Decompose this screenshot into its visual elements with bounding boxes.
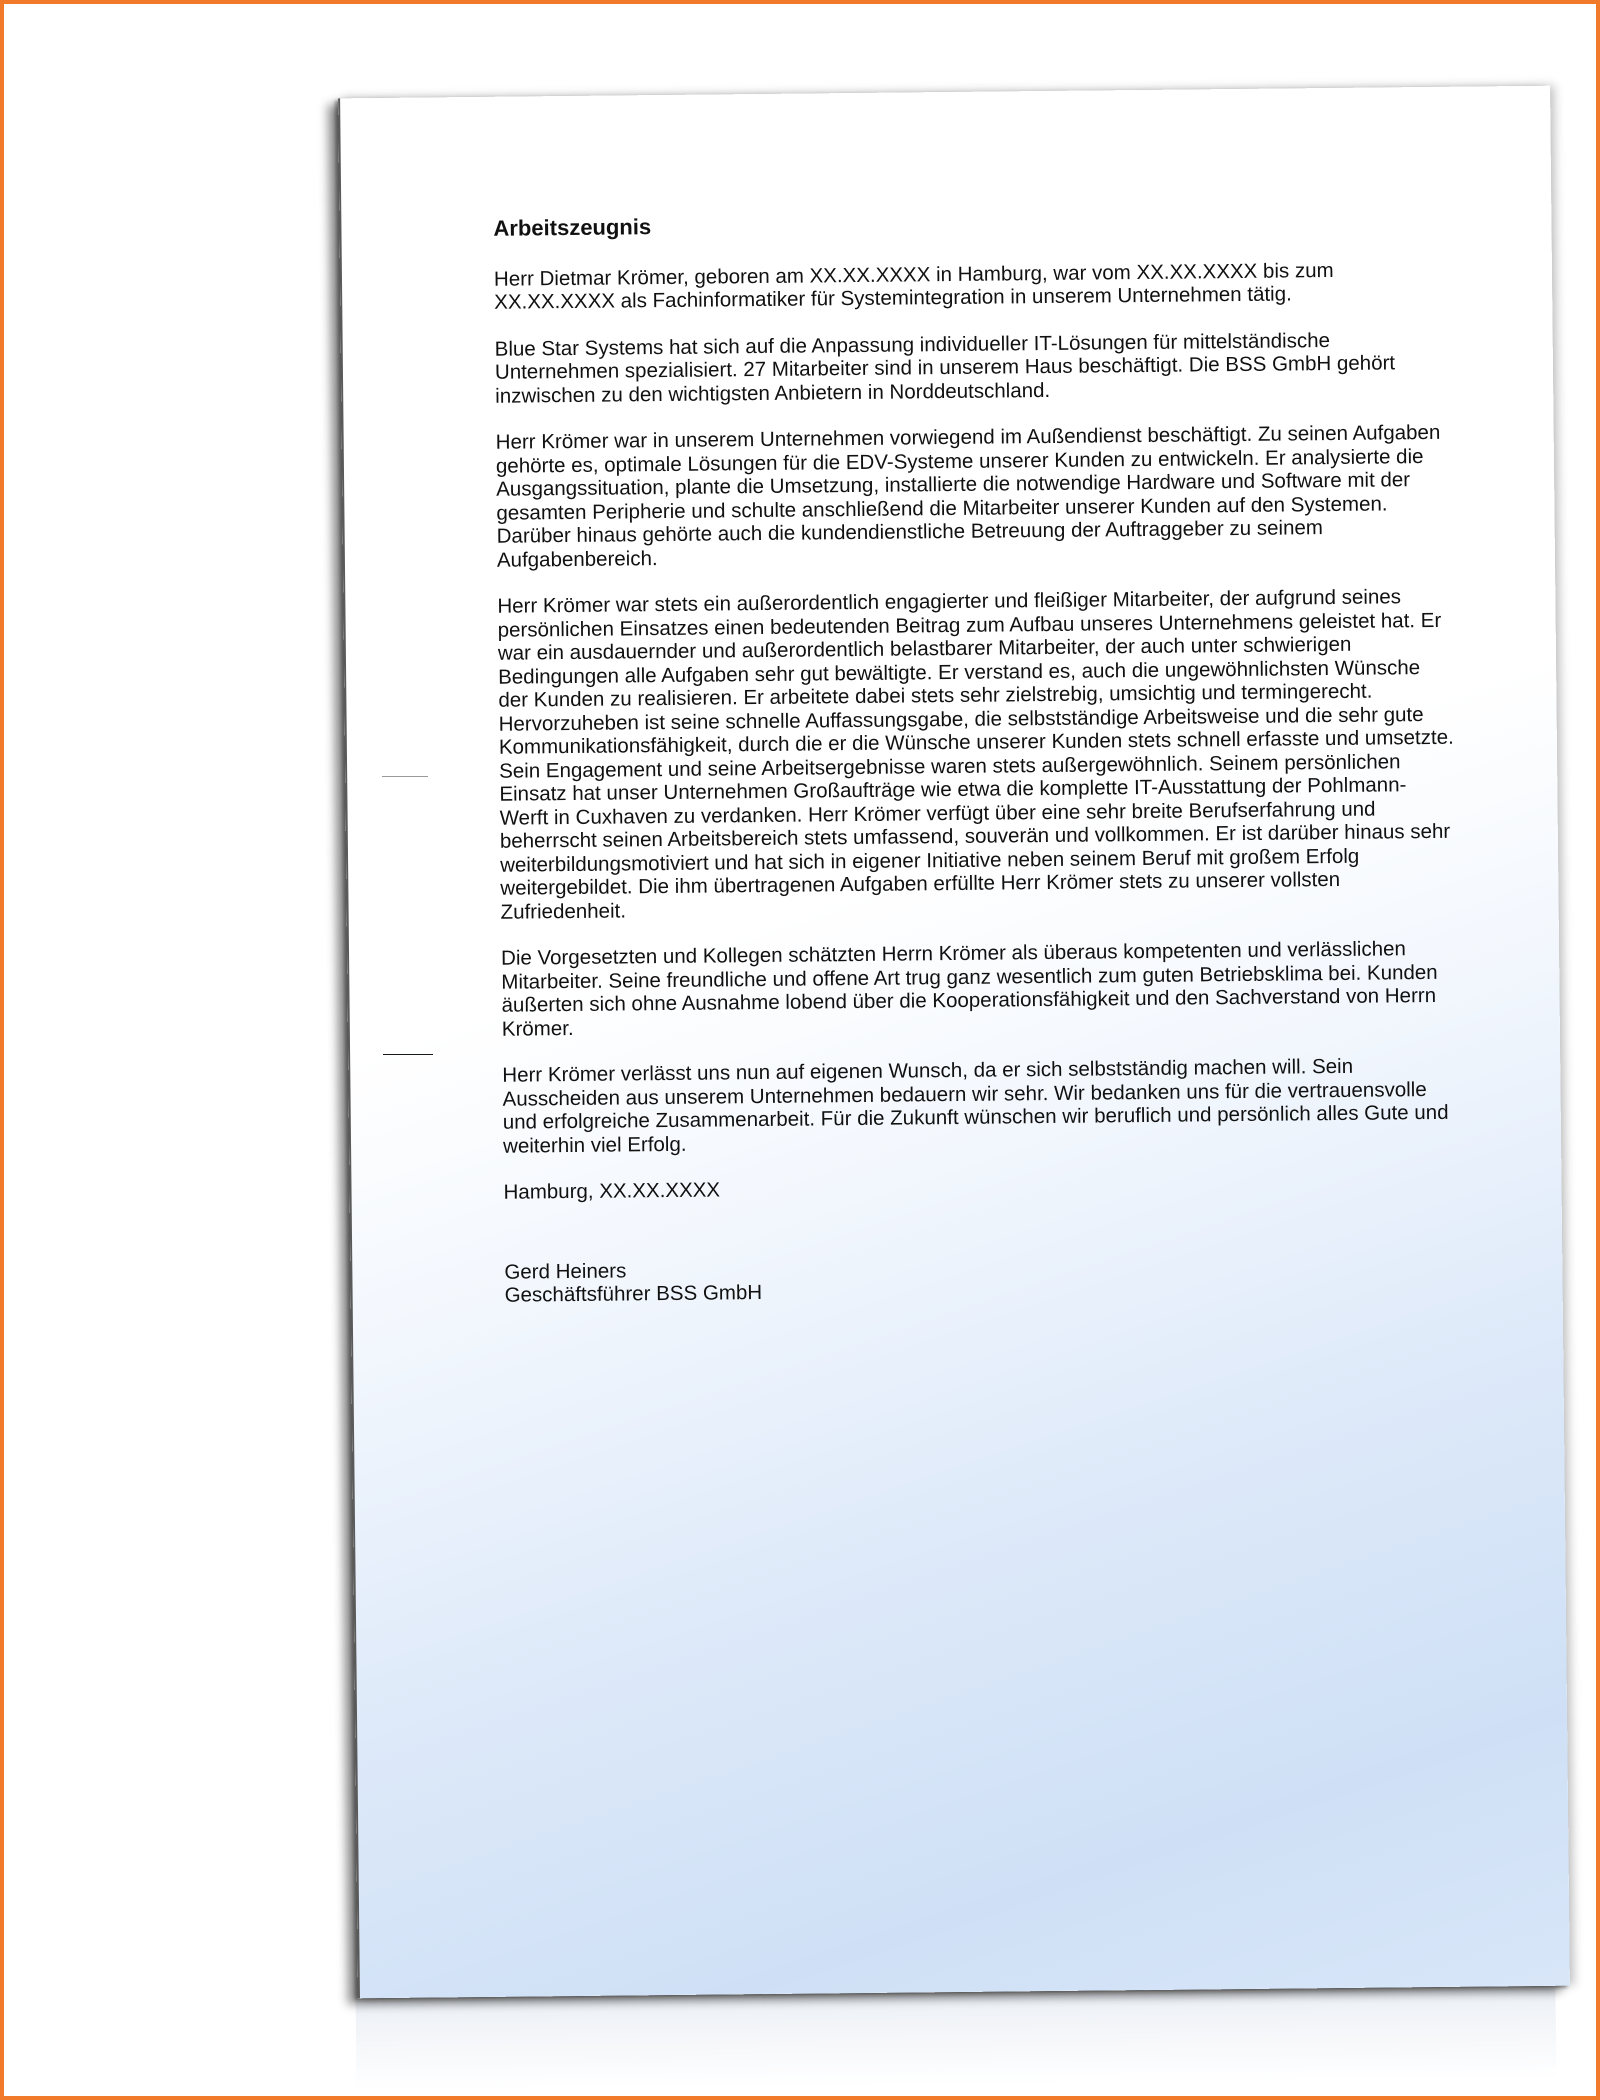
text-line: Herr Dietmar Krömer, geboren am XX.XX.XXXX in Hamburg, war vom XX.XX.XXXX bis zum (493, 258, 1334, 291)
document-body (493, 207, 1454, 1307)
paragraph-duties (496, 421, 1442, 572)
text-line: Hervorzuheben ist seine schnelle Auffassungsgabe, die selbstständige Arbeitsweise und die sehr gute (498, 702, 1424, 736)
paragraph-conduct (501, 937, 1447, 1041)
paper-reflection (356, 1989, 1557, 2092)
signature-block (504, 1250, 1449, 1307)
text-line: gesamten Peripherie und schulte anschließend die Mitarbeiter unserer Kunden auf den Systemen. (496, 491, 1388, 525)
place-date-text: Hamburg, XX.XX.XXXX (503, 1178, 721, 1204)
document-page (338, 86, 1570, 1999)
text-line: inzwischen zu den wichtigsten Anbietern in Norddeutschland. (495, 378, 1051, 408)
text-line: beherrscht seinen Arbeitsbereich stets umfassend, souverän und vollkommen. Er ist darüber hinaus sehr (499, 819, 1451, 853)
text-line: der Kunden zu realisieren. Er arbeitete dabei stets sehr zielstrebig, umsichtig und termingerecht. (498, 679, 1373, 712)
text-line: weitergebildet. Die ihm übertragenen Aufgaben erfüllte Herr Krömer stets zu unserer vollsten (500, 867, 1341, 900)
signer-title: Geschäftsführer BSS GmbH (504, 1281, 763, 1307)
text-line: Ausgangssituation, plante die Umsetzung, installierte die notwendige Hardware und Software mit der (496, 468, 1411, 501)
text-line: XX.XX.XXXX als Fachinformatiker für Systemintegration in unserem Unternehmen tätig. (494, 282, 1292, 314)
text-line: war ein ausdauernder und außerordentlich belastbarer Mitarbeiter, der auch unter schwierigen (497, 632, 1352, 665)
text-line: gehörte es, optimale Lösungen für die EDV-Systeme unserer Kunden zu entwickeln. Er analysierte die (495, 444, 1424, 478)
text-line: äußerten sich ohne Ausnahme lobend über die Kooperationsfähigkeit und den Sachverstand von Herrn (501, 983, 1437, 1017)
text-line: Zufriedenheit. (500, 898, 627, 924)
text-line: weiterbildungsmotiviert und hat sich in eigener Initiative neben seinem Beruf mit großem Erfolg (499, 844, 1360, 877)
text-line: Ausscheiden aus unserem Unternehmen bedauern wir sehr. Wir bedanken uns für die vertrauensvolle (502, 1077, 1427, 1111)
text-line: weiterhin viel Erfolg. (502, 1132, 687, 1158)
paragraph-performance (497, 585, 1454, 924)
text-line: Unternehmen spezialisiert. 27 Mitarbeiter sind in unserem Haus beschäftigt. Die BSS GmbH gehört (494, 351, 1396, 384)
text-line: Die Vorgesetzten und Kollegen schätzten Herrn Krömer als überaus kompetenten und verlässlichen (500, 937, 1406, 970)
text-line: Herr Krömer war in unserem Unternehmen vorwiegend im Außendienst beschäftigt. Zu seinen Aufgaben (495, 420, 1441, 454)
paragraph-company (495, 327, 1441, 407)
text-line: Herr Krömer war stets ein außerordentlich engagierter und fleißiger Mitarbeiter, der aufgrund seines (497, 585, 1402, 618)
text-line: Mitarbeiter. Seine freundliche und offene Art trug ganz wesentlich zum guten Betriebsklima bei. Kunden (501, 960, 1438, 994)
signer-name: Gerd Heiners (504, 1258, 627, 1284)
text-line: Darüber hinaus gehörte auch die kundendienstliche Betreuung der Auftraggeber zu seinem (496, 516, 1324, 548)
place-date (503, 1171, 1448, 1204)
document-title: Arbeitszeugnis (493, 214, 652, 241)
paragraph-closing (502, 1054, 1448, 1158)
text-line: Herr Krömer verlässt uns nun auf eigenen Wunsch, da er sich selbstständig machen will. Sein (502, 1054, 1354, 1087)
text-line: persönlichen Einsatzes einen bedeutenden Beitrag zum Aufbau unseres Unternehmens geleistet hat. Er (497, 608, 1442, 642)
punch-mark (383, 1054, 433, 1055)
text-line: Sein Engagement und seine Arbeitsergebnisse waren stets außergewöhnlich. Seinem persönlichen (499, 749, 1401, 783)
text-line: Krömer. (501, 1016, 574, 1041)
text-line: Aufgabenbereich. (496, 546, 658, 572)
text-line: Bedingungen alle Aufgaben sehr gut bewältigte. Er verstand es, auch die ungewöhnlichsten Wünsche (498, 655, 1421, 689)
text-line: Kommunikationsfähigkeit, durch die er die Wünsche unserer Kunden stets schnell erfasste und umsetzte. (498, 725, 1454, 759)
fold-mark (382, 776, 428, 777)
text-line: und erfolgreiche Zusammenarbeit. Für die Zukunft wünschen wir beruflich und persönlich alles Gute und (502, 1100, 1449, 1134)
paragraph-intro (494, 257, 1439, 314)
text-line: Einsatz hat unser Unternehmen Großaufträge wie etwa die komplette IT-Ausstattung der Pohlmann- (499, 773, 1407, 806)
text-line: Blue Star Systems hat sich auf die Anpassung individueller IT-Lösungen für mittelständische (494, 328, 1331, 361)
text-line: Werft in Cuxhaven zu verdanken. Herr Krömer verfügt über eine sehr breite Berufserfahrung und (499, 797, 1376, 830)
